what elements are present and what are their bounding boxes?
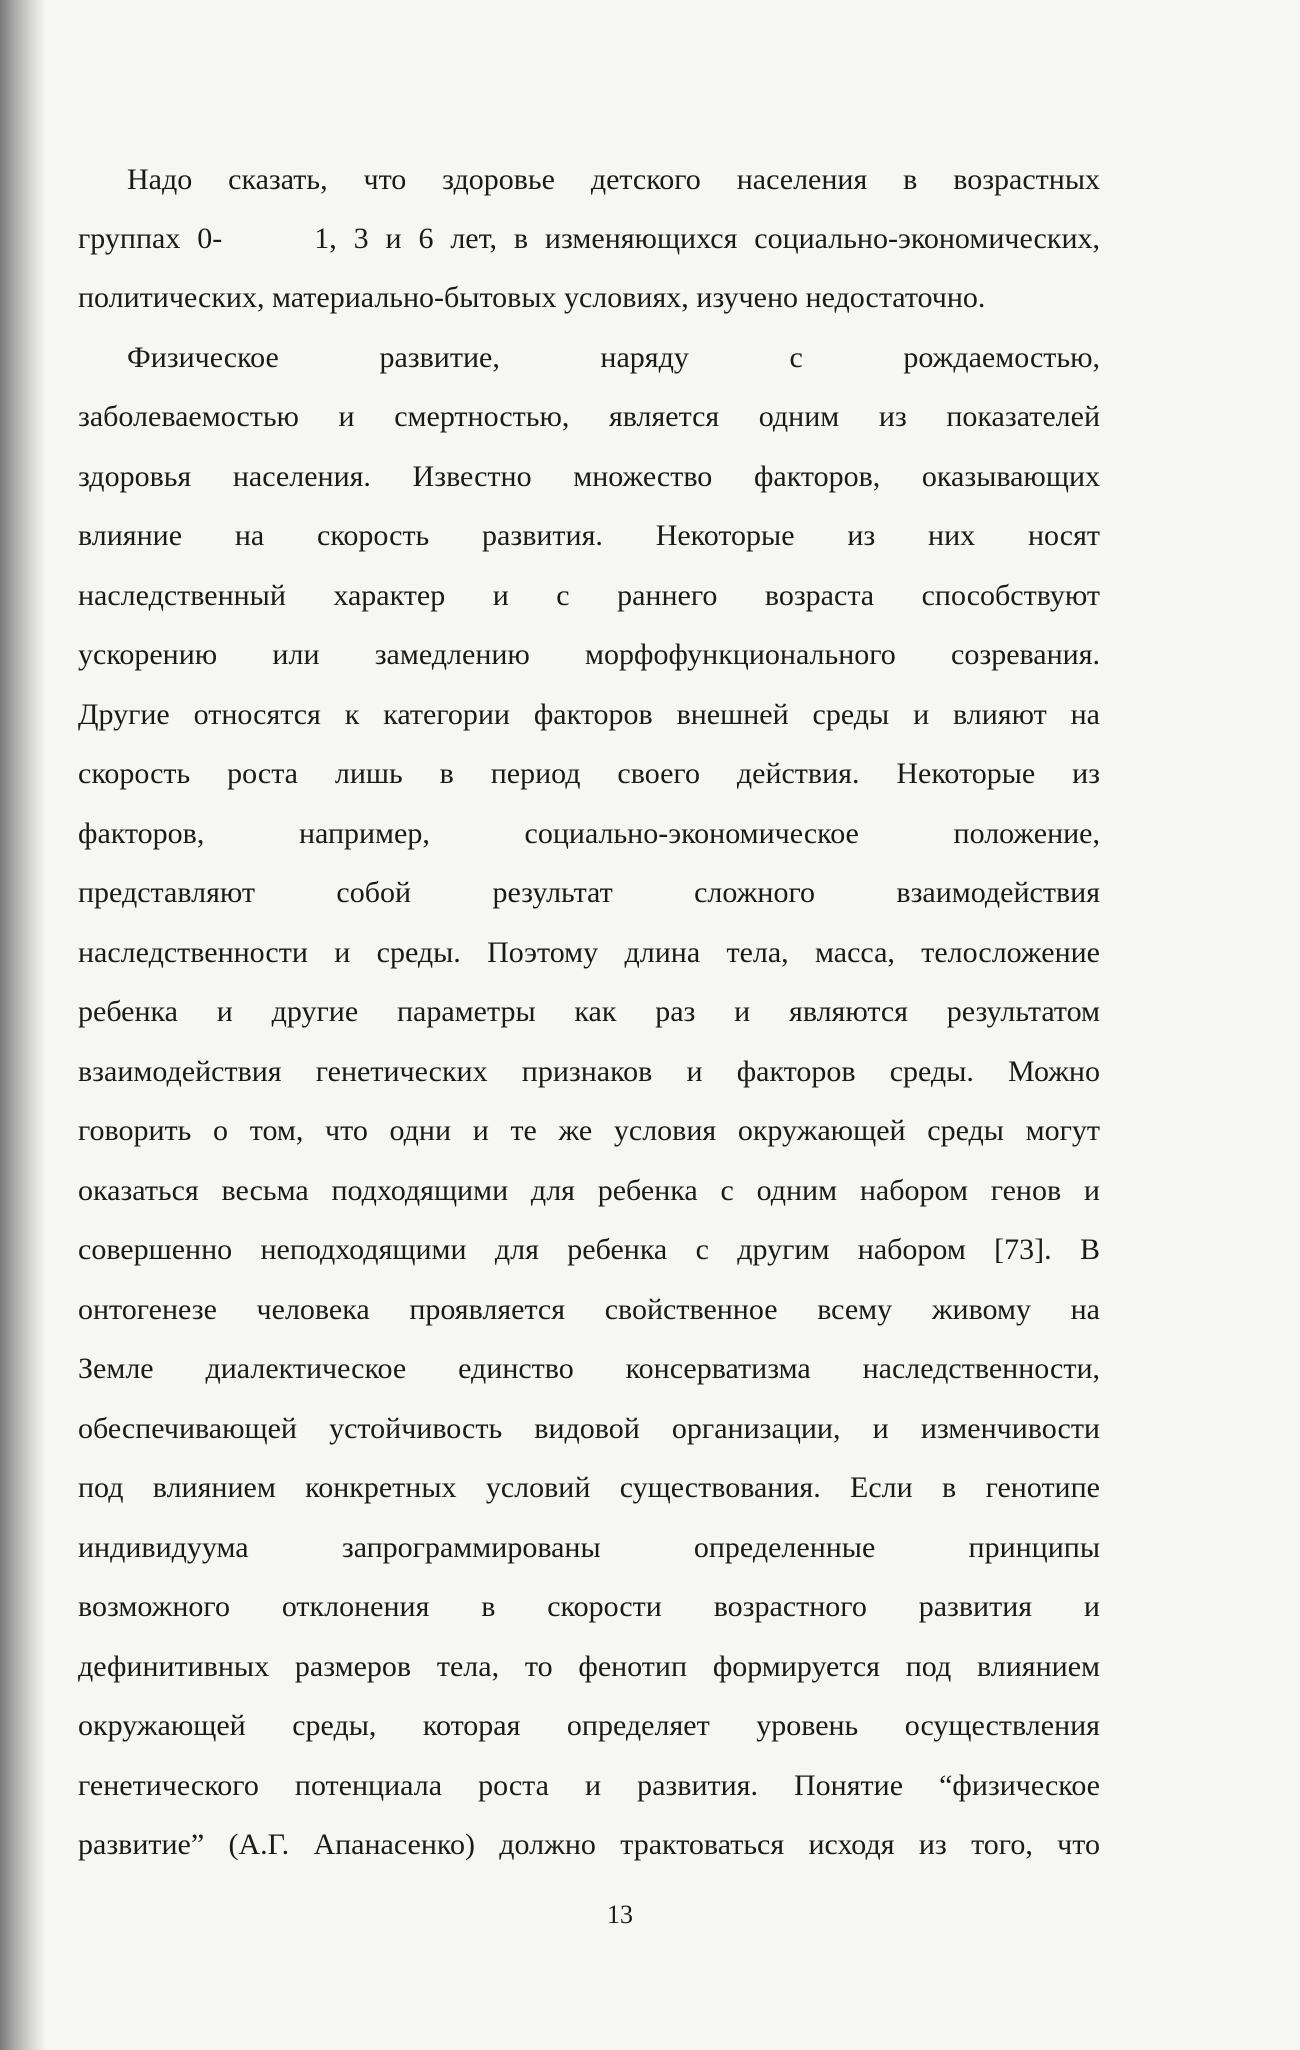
paragraph2-line: Физическое развитие, наряду с рождаемостью, — [127, 341, 1100, 374]
paragraph1-line2 — [78, 209, 1100, 269]
paragraph2-line: скорость роста лишь в период своего действия. Некоторые из — [78, 757, 1100, 790]
paragraph2-line: влияние на скорость развития. Некоторые из них носят — [78, 519, 1100, 552]
paragraph2-line: совершенно неподходящими для ребенка с другим набором [73]. В — [78, 1233, 1100, 1266]
paragraph1-line2-part1: группах 0- — [78, 222, 223, 255]
paragraph2-line: развитие” (А.Г. Апанасенко) должно трактоваться исходя из того, что — [78, 1828, 1100, 1861]
paragraph2-line: представляют собой результат сложного взаимодействия — [78, 876, 1100, 909]
paragraph2-line: дефинитивных размеров тела, то фенотип формируется под влиянием — [78, 1650, 1100, 1683]
paragraph2-line: под влиянием конкретных условий существования. Если в генотипе — [78, 1471, 1100, 1504]
paragraph2-line: окружающей среды, которая определяет уровень осуществления — [78, 1709, 1100, 1742]
paragraph1-line2-part2: 1, 3 и 6 лет, в изменяющихся социально-экономических, — [314, 222, 1100, 255]
paragraph1-line3: политических, материально-бытовых условиях, изучено недостаточно. — [78, 281, 986, 314]
paragraph2-line: говорить о том, что одни и те же условия окружающей среды могут — [78, 1114, 1100, 1147]
paragraph2-line: наследственности и среды. Поэтому длина тела, масса, телосложение — [78, 936, 1100, 969]
paragraph2-line: возможного отклонения в скорости возрастного развития и — [78, 1590, 1100, 1623]
paragraph2-line: Другие относятся к категории факторов внешней среды и влияют на — [78, 698, 1100, 731]
paragraph2-line: Земле диалектическое единство консерватизма наследственности, — [78, 1352, 1100, 1385]
paragraph1-line1: Надо сказать, что здоровье детского населения в возрастных — [127, 163, 1100, 196]
paragraph2-line: оказаться весьма подходящими для ребенка с одним набором генов и — [78, 1174, 1100, 1207]
paragraph2-line: ребенка и другие параметры как раз и являются результатом — [78, 995, 1100, 1028]
paragraph2-line: ускорению или замедлению морфофункционального созревания. — [78, 638, 1100, 671]
paragraph2-line: наследственный характер и с раннего возраста способствуют — [78, 579, 1100, 612]
page-number: 13 — [607, 1900, 633, 1929]
paragraph2-line: онтогенезе человека проявляется свойственное всему живому на — [78, 1293, 1100, 1326]
paragraph2-line: взаимодействия генетических признаков и факторов среды. Можно — [78, 1055, 1100, 1088]
paragraph2-line: обеспечивающей устойчивость видовой организации, и изменчивости — [78, 1412, 1100, 1445]
paragraph2-line: генетического потенциала роста и развития. Понятие “физическое — [78, 1769, 1100, 1802]
paragraph2-line: факторов, например, социально-экономическое положение, — [78, 817, 1100, 850]
scan-shadow-edge — [0, 0, 46, 2050]
paragraph2-line: индивидуума запрограммированы определенные принципы — [78, 1531, 1100, 1564]
paragraph2-line: заболеваемостью и смертностью, является одним из показателей — [78, 400, 1100, 433]
paragraph2-line: здоровья населения. Известно множество факторов, оказывающих — [78, 460, 1100, 493]
